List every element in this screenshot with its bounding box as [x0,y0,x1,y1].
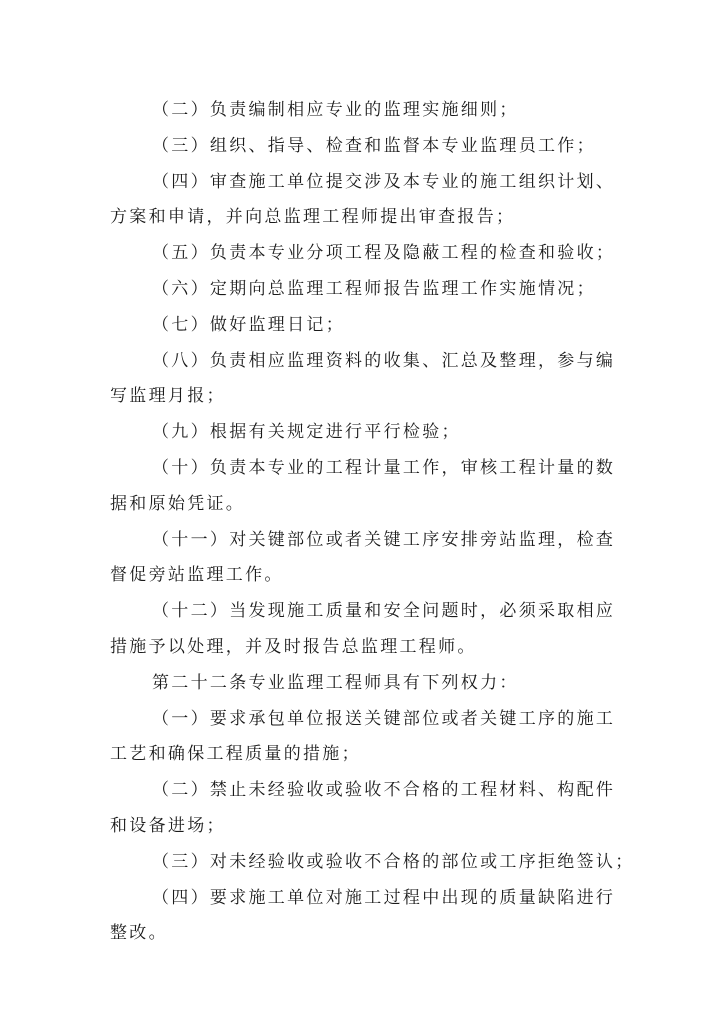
paragraph-line: （二）禁止未经验收或验收不合格的工程材料、构配件 [152,780,616,801]
paragraph-line: （一）要求承包单位报送关键部位或者关键工序的施工 [152,708,616,729]
paragraph-line: （八）负责相应监理资料的收集、汇总及整理，参与编 [152,350,616,371]
paragraph-line: （六）定期向总监理工程师报告监理工作实施情况； [152,278,596,299]
article-heading: 第二十二条专业监理工程师具有下列权力： [152,672,519,693]
paragraph-line: 写监理月报； [110,386,226,407]
paragraph-line: （十一）对关键部位或者关键工序安排旁站监理，检查 [152,529,616,550]
paragraph-line: （二）负责编制相应专业的监理实施细则； [152,100,519,120]
paragraph-line: 据和原始凭证。 [110,493,246,514]
paragraph-line: 整改。 [110,923,168,944]
paragraph-line: 方案和申请，并向总监理工程师提出审查报告； [110,207,516,228]
paragraph-line: （十二）当发现施工质量和安全问题时，必须采取相应 [152,601,616,622]
paragraph-line: （七）做好监理日记； [152,314,345,335]
paragraph-line: （十）负责本专业的工程计量工作，审核工程计量的数 [152,457,616,478]
paragraph-line: 督促旁站监理工作。 [110,565,284,586]
paragraph-line: 工艺和确保工程质量的措施； [110,744,361,765]
document-body [110,93,635,952]
paragraph-line: （三）组织、指导、检查和监督本专业监理员工作； [152,135,596,156]
paragraph-line: （四）审查施工单位提交涉及本专业的施工组织计划、 [152,171,616,192]
paragraph-line: 和设备进场； [110,815,226,836]
paragraph-line: （三）对未经验收或验收不合格的部位或工序拒绝签认； [152,851,635,872]
paragraph-line: （五）负责本专业分项工程及隐蔽工程的检查和验收； [152,243,616,264]
paragraph-line: （九）根据有关规定进行平行检验； [152,422,461,443]
paragraph-line: （四）要求施工单位对施工过程中出现的质量缺陷进行 [152,887,616,908]
paragraph-line: 措施予以处理，并及时报告总监理工程师。 [110,636,477,657]
